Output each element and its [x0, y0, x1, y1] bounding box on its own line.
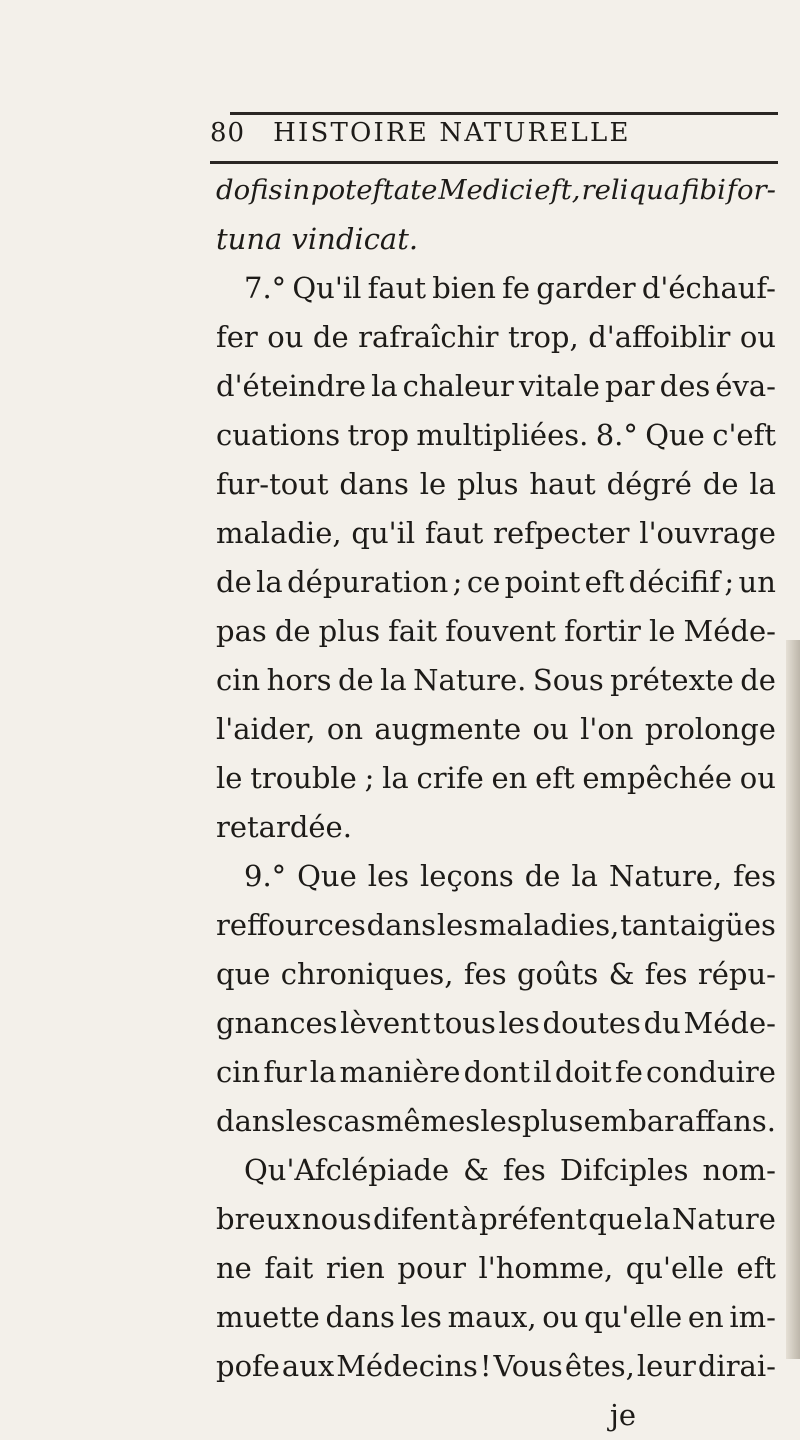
text-line: 7.° Qu'il faut bien fe garder d'échauf- — [244, 271, 776, 305]
text-line: tuna vindicat. — [216, 222, 419, 256]
text-line: de la dépuration ; ce point eft décifif ; un — [216, 565, 776, 599]
text-line: cin fur la manière dont il doit fe conduire — [216, 1055, 776, 1089]
text-line: 9.° Que les leçons de la Nature, fes — [244, 859, 776, 893]
text-line: maladie, qu'il faut refpecter l'ouvrage — [216, 516, 776, 550]
text-line: breux nous difent à préfent que la Nature — [216, 1202, 776, 1236]
text-line: l'aider, on augmente ou l'on prolonge — [216, 712, 776, 746]
text-line: pofe aux Médecins ! Vous êtes, leur dirai- — [216, 1349, 776, 1383]
text-line: cuations trop multipliées. 8.° Que c'eft — [216, 418, 776, 452]
text-line: Qu'Afclépiade & fes Difciples nom- — [244, 1153, 776, 1187]
text-line: que chroniques, fes goûts & fes répu- — [216, 957, 776, 991]
text-line: cin hors de la Nature. Sous prétexte de — [216, 663, 776, 697]
text-line: fer ou de rafraîchir trop, d'affoiblir ou — [216, 320, 776, 354]
running-head — [210, 118, 790, 158]
body-text — [216, 166, 776, 1440]
text-line: reffources dans les maladies, tant aigües — [216, 908, 776, 942]
text-line: ne fait rien pour l'homme, qu'elle eft — [216, 1251, 776, 1285]
running-title: HISTOIRE NATURELLE — [273, 118, 631, 148]
text-line: muette dans les maux, ou qu'elle en im- — [216, 1300, 776, 1334]
text-line: dofis in poteftate Medici eft, reliqua fibi for- — [216, 174, 776, 206]
text-line: le trouble ; la crife en eft empêchée ou — [216, 761, 776, 795]
top-rule — [230, 112, 778, 115]
text-line: pas de plus fait fouvent fortir le Méde- — [216, 614, 776, 648]
text-line: dans les cas mêmes les plus embaraffans. — [216, 1104, 776, 1138]
text-line: retardée. — [216, 810, 352, 844]
page-edge-shadow — [786, 640, 800, 1359]
header-rule — [210, 161, 778, 164]
text-line: gnances lèvent tous les doutes du Méde- — [216, 1006, 776, 1040]
text-line: fur-tout dans le plus haut dégré de la — [216, 467, 776, 501]
catchword: je — [609, 1398, 636, 1432]
page-number: 80 — [210, 118, 246, 148]
text-line: d'éteindre la chaleur vitale par des éva- — [216, 369, 776, 403]
